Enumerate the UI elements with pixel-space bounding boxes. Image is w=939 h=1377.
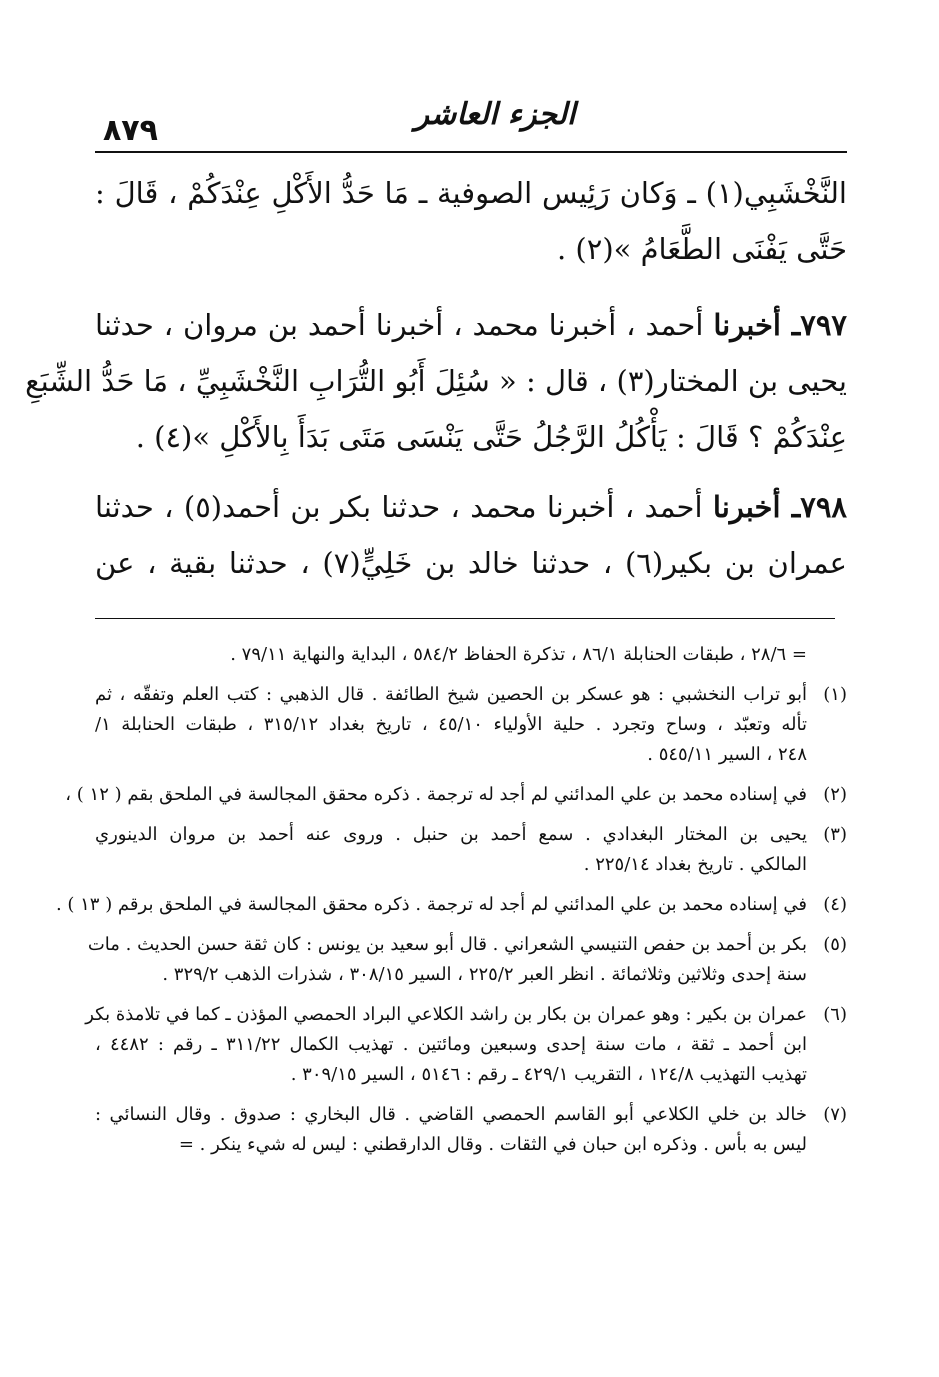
footnote-line: خالد بن خلي الكلاعي أبو القاسم الحمصي القاضي . قال البخاري : صدوق . وقال النسائي :	[95, 1104, 807, 1125]
footnote-1	[95, 680, 847, 770]
footnote-number: (٧)	[823, 1104, 847, 1125]
footnote-number: (٣)	[823, 824, 847, 845]
footnote-line: ليس به بأس . وذكره ابن حبان في الثقات . وقال الدارقطني : ليس له شيء ينكر . =	[178, 1134, 807, 1155]
footnote-number: (٤)	[823, 894, 847, 915]
hadith-797	[25, 297, 847, 465]
footnote-line: المالكي . تاريخ بغداد ٢٢٥/١٤ .	[583, 854, 807, 875]
footnote-4	[55, 890, 847, 920]
running-title: الجزء العاشر	[414, 97, 576, 132]
hadith-798	[95, 479, 847, 591]
footnote-line: ابن أحمد ـ ثقة ، مات سنة إحدى وسبعين ومائتين . تهذيب الكمال ٣١١/٢٢ ـ رقم : ٤٤٨٢ ،	[95, 1034, 807, 1055]
footnote-number: (٢)	[823, 784, 847, 805]
page-header	[95, 95, 847, 153]
footnote-number: (٦)	[823, 1004, 847, 1025]
footnote-3	[95, 820, 847, 880]
text-line	[95, 297, 847, 353]
footnote-line: عمران بن بكير : وهو عمران بن بكار بن راشد الكلاعي البراد الحمصي المؤذن ـ كما في تلامذة بكر	[85, 1004, 807, 1025]
footnote-continuation: = ٢٨/٦ ، طبقات الحنابلة ٨٦/١ ، تذكرة الحفاظ ٥٨٤/٢ ، البداية والنهاية ٧٩/١١ .	[230, 644, 807, 665]
main-text	[25, 165, 847, 591]
text-line: عِنْدَكُمْ ؟ قَالَ : يَأْكُلُ الرَّجُلُ حَتَّى يَنْسَى مَتَى بَدَأَ بِالأَكْلِ »(٤) .	[135, 420, 847, 454]
footnote-number: (٥)	[823, 934, 847, 955]
footnotes	[55, 640, 847, 1160]
footnote-number: (١)	[823, 684, 847, 705]
footnote-line: ٢٤٨ ، السير ٥٤٥/١١ .	[647, 744, 807, 765]
footnote-5	[87, 930, 847, 990]
page-number: ٨٧٩	[103, 113, 158, 148]
text-span: أحمد ، أخبرنا محمد ، أخبرنا أحمد بن مروان ، حدثنا	[95, 308, 714, 342]
footnote-separator	[95, 618, 835, 619]
text-line: النَّخْشَبِي(١) ـ وَكان رَئِيس الصوفية ـ مَا حَدُّ الأَكْلِ عِنْدَكُمْ ، قَالَ :	[95, 176, 847, 210]
intro-paragraph	[95, 165, 847, 277]
footnote-line: بكر بن أحمد بن حفص التنيسي الشعراني . قال أبو سعيد بن يونس : كان ثقة حسن الحديث . مات	[87, 934, 807, 955]
footnote-7	[95, 1100, 847, 1160]
text-line	[95, 479, 847, 535]
hadith-number-lead: ٧٩٧ـ أخبرنا	[713, 308, 847, 342]
text-line: عمران بن بكير(٦) ، حدثنا خالد بن خَلِيٍّ(٧) ، حدثنا بقية ، عن	[95, 546, 847, 580]
text-line: حَتَّى يَفْنَى الطَّعَامُ »(٢) .	[556, 232, 847, 266]
footnote-6	[85, 1000, 847, 1090]
text-span: أحمد ، أخبرنا محمد ، حدثنا بكر بن أحمد(٥) ، حدثنا	[95, 490, 713, 524]
header-rule	[95, 151, 847, 153]
footnote-line: أبو تراب النخشبي : هو عسكر بن الحصين شيخ الطائفة . قال الذهبي : كتب العلم وتفقّه ، ثم	[95, 684, 807, 705]
footnote-line: تهذيب التهذيب ١٢٤/٨ ، التقريب ٤٢٩/١ ـ رقم : ٥١٤٦ ، السير ٣٠٩/١٥ .	[290, 1064, 807, 1085]
hadith-number-lead: ٧٩٨ـ أخبرنا	[712, 490, 847, 524]
text-line: يحيى بن المختار(٣) ، قال : « سُئِلَ أَبُو التُّرَابِ النَّخْشَبِيِّ ، مَا حَدُّ الشِّبَعِ	[25, 364, 847, 398]
footnote-line: تأله وتعبّد ، وساح وتجرد . حلية الأولياء ٤٥/١٠ ، تاريخ بغداد ٣١٥/١٢ ، طبقات الحنابلة ١/	[95, 714, 807, 735]
footnote-line: في إسناده محمد بن علي المدائني لم أجد له ترجمة . ذكره محقق المجالسة في الملحق بقم ( ١٢ ) ،	[65, 784, 807, 805]
footnote-2	[65, 780, 847, 810]
footnote-line: يحيى بن المختار البغدادي . سمع أحمد بن حنبل . وروى عنه أحمد بن مروان الدينوري	[95, 824, 807, 845]
footnote-line: في إسناده محمد بن علي المدائني لم أجد له ترجمة . ذكره محقق المجالسة في الملحق برقم ( ١٣ ) .	[55, 894, 807, 915]
footnote-line: سنة إحدى وثلاثين وثلاثمائة . انظر العبر ٢٢٥/٢ ، السير ٣٠٨/١٥ ، شذرات الذهب ٣٢٩/٢ .	[162, 964, 807, 985]
